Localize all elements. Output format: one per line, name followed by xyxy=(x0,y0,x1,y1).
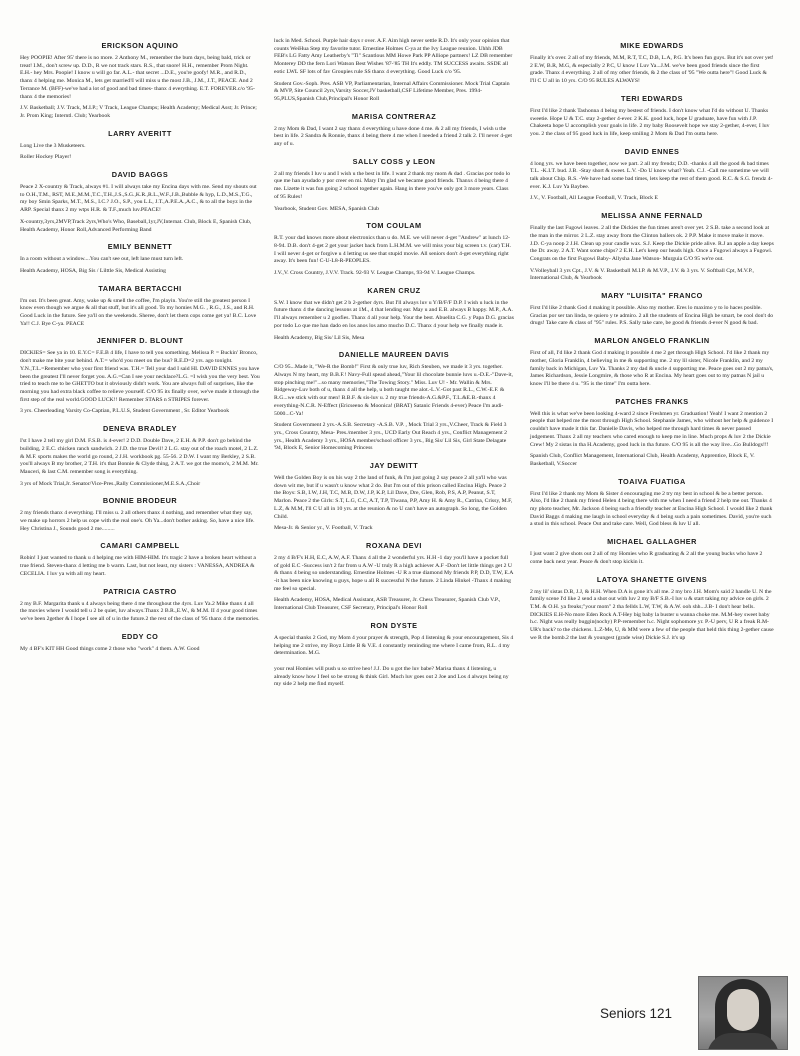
senior-entry xyxy=(20,170,260,234)
senior-message: Finally it's over. 2 all of my friends, M.M, R.T, T.C, D.B, L.A, P.G. It's been fun guys. But it's not over yet! 2 E.W, B.R, M.G, & especially 2 P.C, U know I Luv Ya...J.M. we've been good friends since the first grade. Thanx 4 everything. 2 all of my other friends, & 2 the class of '95 "We outta here"! Good Luck & I'll C U all in 10 yrs. C/O 95 RULES ALWAYS! xyxy=(530,55,774,85)
senior-entry xyxy=(274,666,514,689)
senior-entry xyxy=(20,496,260,533)
page-label: Seniors 121 xyxy=(600,1006,673,1021)
senior-message: your real Homies will push u so strive heo! J.J. Do u got the luv babe? Marisa thanx 4 listening, u already know how I feel so be strong & think Girl. Much luv goes out 2 Joe and Los 4 always being ny my side 2 help me find myself. xyxy=(274,665,509,688)
senior-entry xyxy=(274,621,514,658)
senior-name: RON DYSTE xyxy=(370,620,418,630)
senior-message: Finally the last Fugowi leaves. 2 all the Dickies the fun times aren't over yet. 2 S.B. take a second look at the man in the mirror. 2 L.Z. stay away from the Clinton ballers ok. 2 P.P. Make it move make it move. J.D. C-ya noop 2 J.H. Clean up your candle wax. S.J. Keep the Dickie pride alive. R.J an apple a day keeps the Dr. away. 2 A.T. Want some chips? 2 E.H. Let's keep our heads high. Once a Fugowi always a Fugowi. Congrats on the first Fugowi Baby- Allysha Jane Watson- Murguia C/O 95 we're out. xyxy=(530,225,774,262)
senior-name: DENEVA BRADLEY xyxy=(103,424,177,434)
senior-activities: 3 yrs. Cheerleading Varsity Co-Captian, P.L.U.S, Student Government , Sr. Editor Yearbook xyxy=(20,408,230,415)
senior-entry xyxy=(20,242,260,275)
senior-entry xyxy=(20,587,260,624)
senior-entry xyxy=(20,632,260,654)
senior-entry xyxy=(530,94,774,139)
senior-entry xyxy=(20,41,260,121)
senior-name: DAVID BAGGS xyxy=(111,170,169,180)
senior-entry xyxy=(20,541,260,578)
senior-message: I just want 2 give shots out 2 all of my Homies who R graduating & 2 all the young bucks who have 2 come back next year. Peace & don't stop kickin it. xyxy=(530,551,763,565)
senior-activities: Health Academy, HOSA, Medical Assistant, ASB Treasurer, Jr. Chess Treasurer, Spanish Club V.P., International Club Treasurer, CSF Secretary, Principal's Honor Roll xyxy=(274,597,501,612)
senior-name: DANIELLE MAUREEN DAVIS xyxy=(338,350,450,360)
senior-message: I'm out. It's been great. Amy, wake up & smell the coffee, I'm playin. You're still the greatest person I know even though we argue & all that stuff, but it's all good. To my homies M.G. , R.G., J.S., and R.H. Good Luck in the future. See ya'll on the weekends. Sheree, don't let them cops come get ya! B.C. Love Ya!! C.J. Bye C-ya. PEACE xyxy=(20,297,257,327)
senior-name: ERICKSON AQUINO xyxy=(101,41,179,50)
senior-name: EMILY BENNETT xyxy=(107,242,173,252)
senior-activities: Student Gov.-Soph. Pres. ASB VP, Parliamentarian, Internal Affairs Commissioner. Mock Trial Captain & MVP, Site Council 2yrs,Varsity Soccer,JV basketball,CSF Lifetime Member, Pres. 1994-95,PLUS,Spanish Club,Principal's Honor Roll xyxy=(274,80,510,102)
senior-entry xyxy=(20,336,260,416)
senior-entry xyxy=(530,41,774,86)
senior-message: First I'd like 2 thank Tashonna 4 being my bestest of friends. I don't know what I'd do without U. Thanks sweetie. Hope U & T.C. stay 2-gether 4-ever. 2 K.K. good luck, hope U graduate, have fun with J.P. Chakeeta hope U accomplish your goals in life. 2 my baby Roosevelt hope we stay 2-gether, 4-ever, I luv you. 2 the class of 95 good luck in life, keep smiling 2 Mom & Dad I'm outta here. xyxy=(530,107,770,137)
senior-activities: 3 yrs of Mock Trial,Jr. Senator/Vice-Pres.,Rally Commissioner,M.E.S.A.,Choir xyxy=(20,480,201,487)
senior-entry xyxy=(274,541,514,613)
senior-message: Long Live the 3 Musketeers. xyxy=(20,142,86,149)
senior-activities: Health Academy, Big Sis/ Lil Sis, Mesa xyxy=(274,334,365,341)
senior-name: DAVID ENNES xyxy=(624,146,680,156)
senior-entry xyxy=(530,211,774,283)
senior-name: JENNIFER D. BLOUNT xyxy=(96,336,184,346)
senior-message: In a room without a window....You can't see out, left lane must turn left. xyxy=(20,256,184,263)
senior-message: My 4 BF's KIT HH Good things come 2 those who "work" 4 them. A.W. Good xyxy=(20,645,200,652)
senior-name: MARY "LUISITA" FRANCO xyxy=(601,291,703,301)
senior-name: TERI EDWARDS xyxy=(621,93,683,103)
senior-name: SALLY COSS y LEON xyxy=(352,156,436,166)
senior-name: EDDY CO xyxy=(121,631,159,641)
senior-entry xyxy=(530,477,774,530)
senior-activities: Spanish Club, Conflict Management, International Club, Health Academy, Apprentice, Block E, V. Basketball, V.Soccer xyxy=(530,453,755,467)
senior-message: I'st I have 2 tell my girl D.M. F.S.B. is 4-ever! 2 D.D. Double Dave, 2 E.H. & P.P. don't go behind the building, 2 E.C. chicken ranch sandwich. 2 J.D. the true Devil! 2 L.G. stay out of the roach motel, 2 L.Z. & M.F. sports makes the world go round, 2 J.H. workbook pg. 55-56. 2 D.W. I want my Berkley, 2 S.B. you'll always B my brother, 2 T.H. it's that Bonnie & Clyde thing, 2 A.T. we got the momo's, 2 M.M. Mr. Mauceri, & last C.M. remember song is everything. xyxy=(20,438,259,475)
senior-message: 2 my 4 B/F's H.H, E.C, A.W, A.F. Thanx 4 all the 2 wonderful yrs. H.H -1 day you'll have a pocket full of gold E.C -Success isn't 2 far from u A.W -U truly R a high achiever A.F -Don't let little things get 2 U & thanx 4 being so understanding. Ernestine Holmes -U R a true diamond My friends P.P, D.D, T.W, E.A -it has been nice knowing u guys, hope u all R successful N the future. 2 Linda Hinkel -Thanx 4 making me feel so special. xyxy=(274,554,514,592)
senior-entry xyxy=(530,537,774,566)
column-1 xyxy=(20,38,260,661)
senior-name: BONNIE BRODEUR xyxy=(102,496,178,506)
senior-entry xyxy=(274,461,514,533)
senior-entry xyxy=(530,397,774,469)
senior-entry xyxy=(20,129,260,162)
senior-entry xyxy=(530,147,774,204)
senior-name: MIKE EDWARDS xyxy=(620,41,684,50)
column-2 xyxy=(274,38,514,697)
senior-message: A special thanks 2 God, my Mom 4 your prayer & strength, Pop 4 listening & your encouragement, Sis 4 helping me 2 strive, my Boyz Little B & V.E. 4 constantly reminding me where I came from, R.L. 4 my determination. M.G. xyxy=(274,634,514,657)
senior-message: 2 all my friends I luv u and I wish u the best in life. I want 2 thank my mom & dad . Gracias por todo lo que me han ayudado y por creer en mi. Mary I'm glad we became good friends. Thanxs 4 being there 4 me. Lizette it was fun going 2 school together again. Hang in there you've only got 3 more years. Class of 95 Rules! xyxy=(274,170,511,200)
senior-name: PATCHES FRANKS xyxy=(615,396,689,406)
senior-activities: Health Academy, HOSA, Big Sis / Lilttle Sis, Medical Assisting xyxy=(20,267,166,274)
senior-name: CAMARI CAMPBELL xyxy=(100,541,180,551)
senior-name: TAMARA BERTACCHI xyxy=(98,283,182,293)
senior-activities: V.Volleyball 3 yrs Cpt., J.V. & V. Basketball M.I.P. & M.V.P., J.V. & 3 yrs. V. Softball Cpt, M.V.P., International Club, & Yearbook xyxy=(530,267,754,282)
senior-entry xyxy=(274,38,514,104)
senior-entry xyxy=(274,221,514,278)
senior-message: First of all, I'd like 2 thank God 4 making it possible 4 me 2 get through High School. I'd like 2 thank my mother, Gloria Franklin, 4 believing in me & supporting me. 2 my lil sister, Nicole Franklin, and 2 my family back in Michigan, Luv Ya. Thanks 2 my dad & uncle 4 supporting me. Peace goes out 2 my patna's, James Richardson, Jessie Longmire, & those who R at Encina. My heart goes out to my patnas N jail u know I'll be there 4 u. "95 is the time" I'm outta here. xyxy=(530,350,774,387)
senior-entry xyxy=(530,291,774,328)
senior-message: First I'd like 2 thank my Mom & Sister 4 encouraging me 2 try my best in school & be a better person. Also, I'd like 2 thank my friend Helen 4 being there with me when I need a friend 2 help me out. Thanks 4 my photo teacher, Mr. Jackson 4 being such a friendly teacher at Encina High School. I would like 2 thank David Baggs 4 making me laugh in school everyday & 4 being such a pain sometimes. David, you're such a stud in this school. Peace Out and take care. Well, God bless & luv U all. xyxy=(530,490,773,528)
senior-message: Hey POOPIE! After 95' there is no more. 2 Anthony M., remember the bum days, being bald, trick or treat! I.M., don't screw up. D.D., R we not track stars. R.S., that snore! H.H., remember Prom Night. E.H.- hey Mrs. Poopie! I know u will go far. A.L.- that secret ...D.E., you're goofy! M.R., and R.D., thanx 4 helping me. Monica M., lets get married!I will miss u the most J.B., J.M., J.T., PEACE. And 2 Terrance M. (BFF)-we've had a lot of good and bad times- thanx 4 everything. E.T. FOREVER.c/o '95-thanx 4 the memories! xyxy=(20,55,255,100)
senior-portrait-photo xyxy=(698,976,788,1050)
senior-message: First I'd like 2 thank God 4 making it possible. Also my mother. Eres lo maximo y to lo haces posible. Gracias por ser tan linda, te quiero y te admiro. 2 all the students of Encina High be smart, be cool don't do drugs! Take care & class of "95" rules. P.S. Sally take care, be good & friends 4-ever N good & bad. xyxy=(530,305,774,327)
senior-activities: Mesa-Jr. & Senior yr., V. Football, V. Track xyxy=(274,525,373,532)
senior-name: ROXANA DEVI xyxy=(366,540,422,550)
senior-message: Well the Golden Boy is on his way 2 the land of funk, & I'm just going 2 say peace 2 all ya'll who was down wit me, but if u wasn't u know what 2 do. But I'm out of this prison called Encina High. Peace 2 the Boys: S.B, I.W, J.H, T.C, M.B, D.W, J.P, K.P, Lil Dave, Dre, Glen, Rob, P.S, A.P, Peanut, S.T, Marlon. Peace 2 the Girls: S.T, L.G, C.C, A.T, T.P, Tiwana, P.P, Amy H. & Amy R., Catrina, Crissy, M.F, L.Z, & M.M, I'll C U all in 10 yrs. at the reunion & no U can't have an autograph. So long, the Golden Child. xyxy=(274,475,513,520)
senior-activities: J.V., V. Football, All League Football, V. Track, Block E xyxy=(530,195,658,202)
senior-entry xyxy=(274,350,514,453)
senior-name: PATRICIA CASTRO xyxy=(103,586,177,596)
senior-activities: X-country,3yrs,2MVP,Track 2yrs,Who's Who, Baseball,1yr,JV,Internat. Club, Block E, Spanish Club, Health Academy, Honor Roll,Advanced Performing Band xyxy=(20,218,252,233)
senior-message: Well this is what we've been looking 4-ward 2 since Freshmen yr. Graduation! Yeah! I want 2 mention 2 people that helped me the most through High School. Stephanie James, who without her help & guidence I couldn't have made it this far. Danielle Davis, who helped me through hard times & never passed judgement. Thanx 2 all my teachers who cared enough to keep me in line. Much props & luv 2 the Dickie Crew! My 2 sistas in tha H.Academy, good luck in tha future. C/O 95 is all the way live...Go Bulldogs!!! xyxy=(530,410,774,448)
senior-message: DICKIES= See ya in 10. E.Y.C= F.E.B 4 life, I have to tell you something. Melissa P. = Buckin' Bronco, don't make me bite your behind. A.T.= who'd you meet on the bus? R.E.D=2 yrs. ago tonight. Y.N.,T.L.=Remember who your first friend was. T.H.= Tell your dad I said HI. DAVID ENNES you have been the greatest I'll never forget you. A.G.=Can I see your necklace?L.G. =I wish you the very best. You tried to teach me to be GHETTO but it obviously didn't work. You are always full of surprises, like the morning you had extra black coffee to relieve yourself. C/O 95 its finally over, we've made it through the first step of the real world.GOOD LUCK!! Remember STARS n STRIPES forever. xyxy=(20,350,260,403)
senior-entry xyxy=(274,157,514,214)
column-3 xyxy=(530,38,774,650)
senior-activities: J.V.,V. Cross Country, J.V.V. Track. 92-93 V. League Champs, 93-94 V. League Champs. xyxy=(274,270,476,277)
page-footer xyxy=(600,976,790,1048)
senior-message: 2 my lil' sistas D.B, J.J, & H.H. When D.A is gone it's all me. 2 my bro J.H. Mom's said 2 handle U. N the family scene I'd like 2 send a shot out with luv 2 my B/F S.B.-I luv u & start taking my advice on girls. 2 T.M. & O.H. ya freaks;"your mom" 2 tha fellds L.W, T.W, & A.W. ooh shh...J.B- I don't hear bells. DICKIES E.H-No more Eden Rock A.T-Hey big baby la buster u wanna choke me. M.M-hey sweet baby h.c. Night was really buggin(nochy) P.P-remember h.c. Night sophomore yr. P.-U perv, U R a freak R.M-UR's back? to the chickens. L.Z-Me, U, & MM were a few of the people that held this thing 2-gether cause we R the bomb.2 the last & youngest (grade wise) Dickie S.J. it's up xyxy=(530,588,774,641)
senior-entry xyxy=(20,424,260,488)
senior-activities: J.V. Basketball; J.V. Track, M.I.P.; V Track, League Champs; Health Academy; Medical Asst; Jr. Prince; Jr. Prom King; Interntl. Club; Yearbook xyxy=(20,105,257,119)
senior-name: JAY DEWITT xyxy=(369,461,419,471)
senior-message: Peace 2 X-country & Track, always #1. I will always take my Encina days with me. Send my shouts out to O.H.,T.M., RST, M.E.,M.M.,T.C.,T.H.,J.S.,S.G.,K.R.,R.L.,W.F.,J.B.,Bubble & hyp, L.D.,M.S.,T.G., my boy Smin Sparks, M.T., M.S., I.C.? J.O., S.P., you L.L, J.T.,A.P.E.A.,A.C., & to all the boyz in the ARP. Special thanx 2 my wtps H.R. & T.F.,much luv.PEACE! xyxy=(20,184,257,214)
senior-activities: Yearbook, Student Gov. MESA, Spanish Club xyxy=(274,205,379,212)
senior-entry xyxy=(274,286,514,343)
senior-message: S.W. I know that we didn't get 2 b 2-gether 4yrs. But I'll always luv u Y/B/F/F D.P. I wish u luck in the future thanx 4 the dancing lessons at 1M., 4 that lending ear. May u and E.B. always B happy. M.P., A.A. I'll always remember u 2 goofies. Thanx 4 all your help. Your the best. Abuelita C.G. y Papa D.G. gracias por todo Lo que me han dado en los anos los amo mucho D.C. Thanx 4 your help we finally made it. xyxy=(274,299,514,329)
senior-name: LARRY AVERITT xyxy=(108,128,172,138)
senior-activities: Roller Hockey Player! xyxy=(20,154,72,161)
senior-entry xyxy=(274,112,514,149)
senior-name: LATOYA SHANETTE GIVENS xyxy=(596,574,708,584)
senior-message: C/O 95...Made it, "We-R the Bomb!" First & only true luv, Rich Steuben, we made it 3 yrs. together. Always N my heart, my B.B.F.! Navy-Full spead ahead,"Your lil chocolate bunnie luvs u.-D.E.-"Dave-it, stop pinching me!"...so many memories,"The Towing Story." Miss. Luv U! - Mr. Wallin & Mrs. Ridgeway-Luv both of u, thanx 4 all the help, u both taught me alot.-L.V.-Got past R.L., C.W.-E.F. & R.G...we stick with our men! B.B.F. & sis-luv u. 2 my true friends-A.G.&P.F., T.L.&E.B.-thanx 4 everything-N.C.R. N-Effect (Ericseeno & Moonica! (BRAT) Satanic Friends 4-ever) Peace I'm audi-5000...C-Ya! xyxy=(274,364,513,417)
senior-message: 4 long yrs. we have been together, now we part. 2 all my frendz; D.D. -thanks 4 all the good & bad times T.L. -K.I.T. bud. J.B. -Stay short & sweet. L.V. -Do U know what? Yeah. C.J. -Call me sometime we will talk about Chip. R.S. -We have had some bad times, lets keep the rest of them good. R.C. & S.G. frendz 4-ever. K.J. Luv Ya Baybee. xyxy=(530,160,773,190)
senior-entry xyxy=(530,575,774,643)
senior-name: TOM COULAM xyxy=(366,221,422,231)
senior-message: 2 my friends thanx 4 everything. I'll miss u. 2 all others thanx 4 nothing, and remember what they say, we make up horrors 2 help us cope with the real one's. Oh Ya...don't bother asking. So, have a nice life. Hey Christina J., Sounds good 2 me......... xyxy=(20,510,255,532)
senior-message: Robin! I just wanted to thank u 4 helping me with HIM-HIM. It's tragic 2 have a broken heart without a true friend. Steven-thanx 4 letting me b warm. Last, but not least, my sisters : VANESSA, ANDREA & CECELIA. I luv ya with all my heart. xyxy=(20,555,256,577)
senior-message: R.T. your dad knows more about electronics than u do. M.E. we will never 4-get "Andrew" at lunch 12-8-94. D.B. don't 4-get 2 get your jacket back from L.H.M.M. we will miss your big screen t.v. (car) T.H. I will never 4-get or forgive u 4 letting us see that stupid movie. All seniors don't 4-get everything right away. It's been fun! C-U-L8-R-PEOPLES. xyxy=(274,235,512,265)
senior-message: 2 my Mom & Dad, I want 2 say thanx 4 everything u have done 4 me. & 2 all my friends, I wish u the best in life. 2 Sandra & Ronnie, thanx 4 being there 4 me when I needed a friend 2 talk 2. I'll never 4-get any of u. xyxy=(274,125,512,148)
senior-name: KAREN CRUZ xyxy=(367,285,421,295)
senior-message: luck in Med. School. Purple hair days r over. A.F. Aim high never settle R.D. It's only your opinion that counts WeiHua Step my favorite tutor. Ernestine Holmes C-ya at the Ivy League reunion. Uhhh JDB FEB's LG Fatty Amy Leatherby's "Ti" Scantlous MM Howe Park PP Alliope partners! LZ DB remember Monterey DD the fern Lori Watson Best Wishes '87-'85 TH It's eddly. TM SUCCESS awaits. SSDE all eotic LWL SF lots of fav Groupies rule SS thanx 4 everything. Good Luck c/o '95. xyxy=(274,38,513,75)
senior-name: TOAIVA FUATIGA xyxy=(618,476,686,486)
senior-name: MARLON ANGELO FRANKLIN xyxy=(594,336,710,346)
senior-entry xyxy=(20,284,260,329)
senior-entry xyxy=(530,336,774,389)
senior-activities: Student Government 2 yrs.-A.S.B. Secretary -A.S.B. V.P. , Mock Trial 3 yrs.,V.Cheer, Track & Field 3 yrs., Cross Country, Mesa- Pres./member 3 yrs., UCD Early Out Reach 4 yrs., Conflict Management 2 yrs., Health Academy 3 yrs., HOSA member/school officer 3 yrs., Big Sis/ Lil Sis, Girl State Delagate '94, Block E, Senior Homecoming Princess xyxy=(274,422,507,452)
senior-message: 2 my B.F. Margarita thank u 4 always being there 4 me throughout the 4yrs. Luv Ya.2 Mike thanx 4 all the movies where I would tell u 2 be quiet, luv always.Thanx 2 B.R.,E.W., & M.M. II 4 your good times we've been 2gether & I hope I see all of u in the future.2 the rest of the class of '95 thanx 4 the memories. xyxy=(20,600,260,622)
senior-name: MARISA CONTRERAZ xyxy=(351,111,437,121)
senior-name: MICHAEL GALLAGHER xyxy=(607,537,697,547)
senior-name: MELISSA ANNE FERNALD xyxy=(601,211,703,221)
